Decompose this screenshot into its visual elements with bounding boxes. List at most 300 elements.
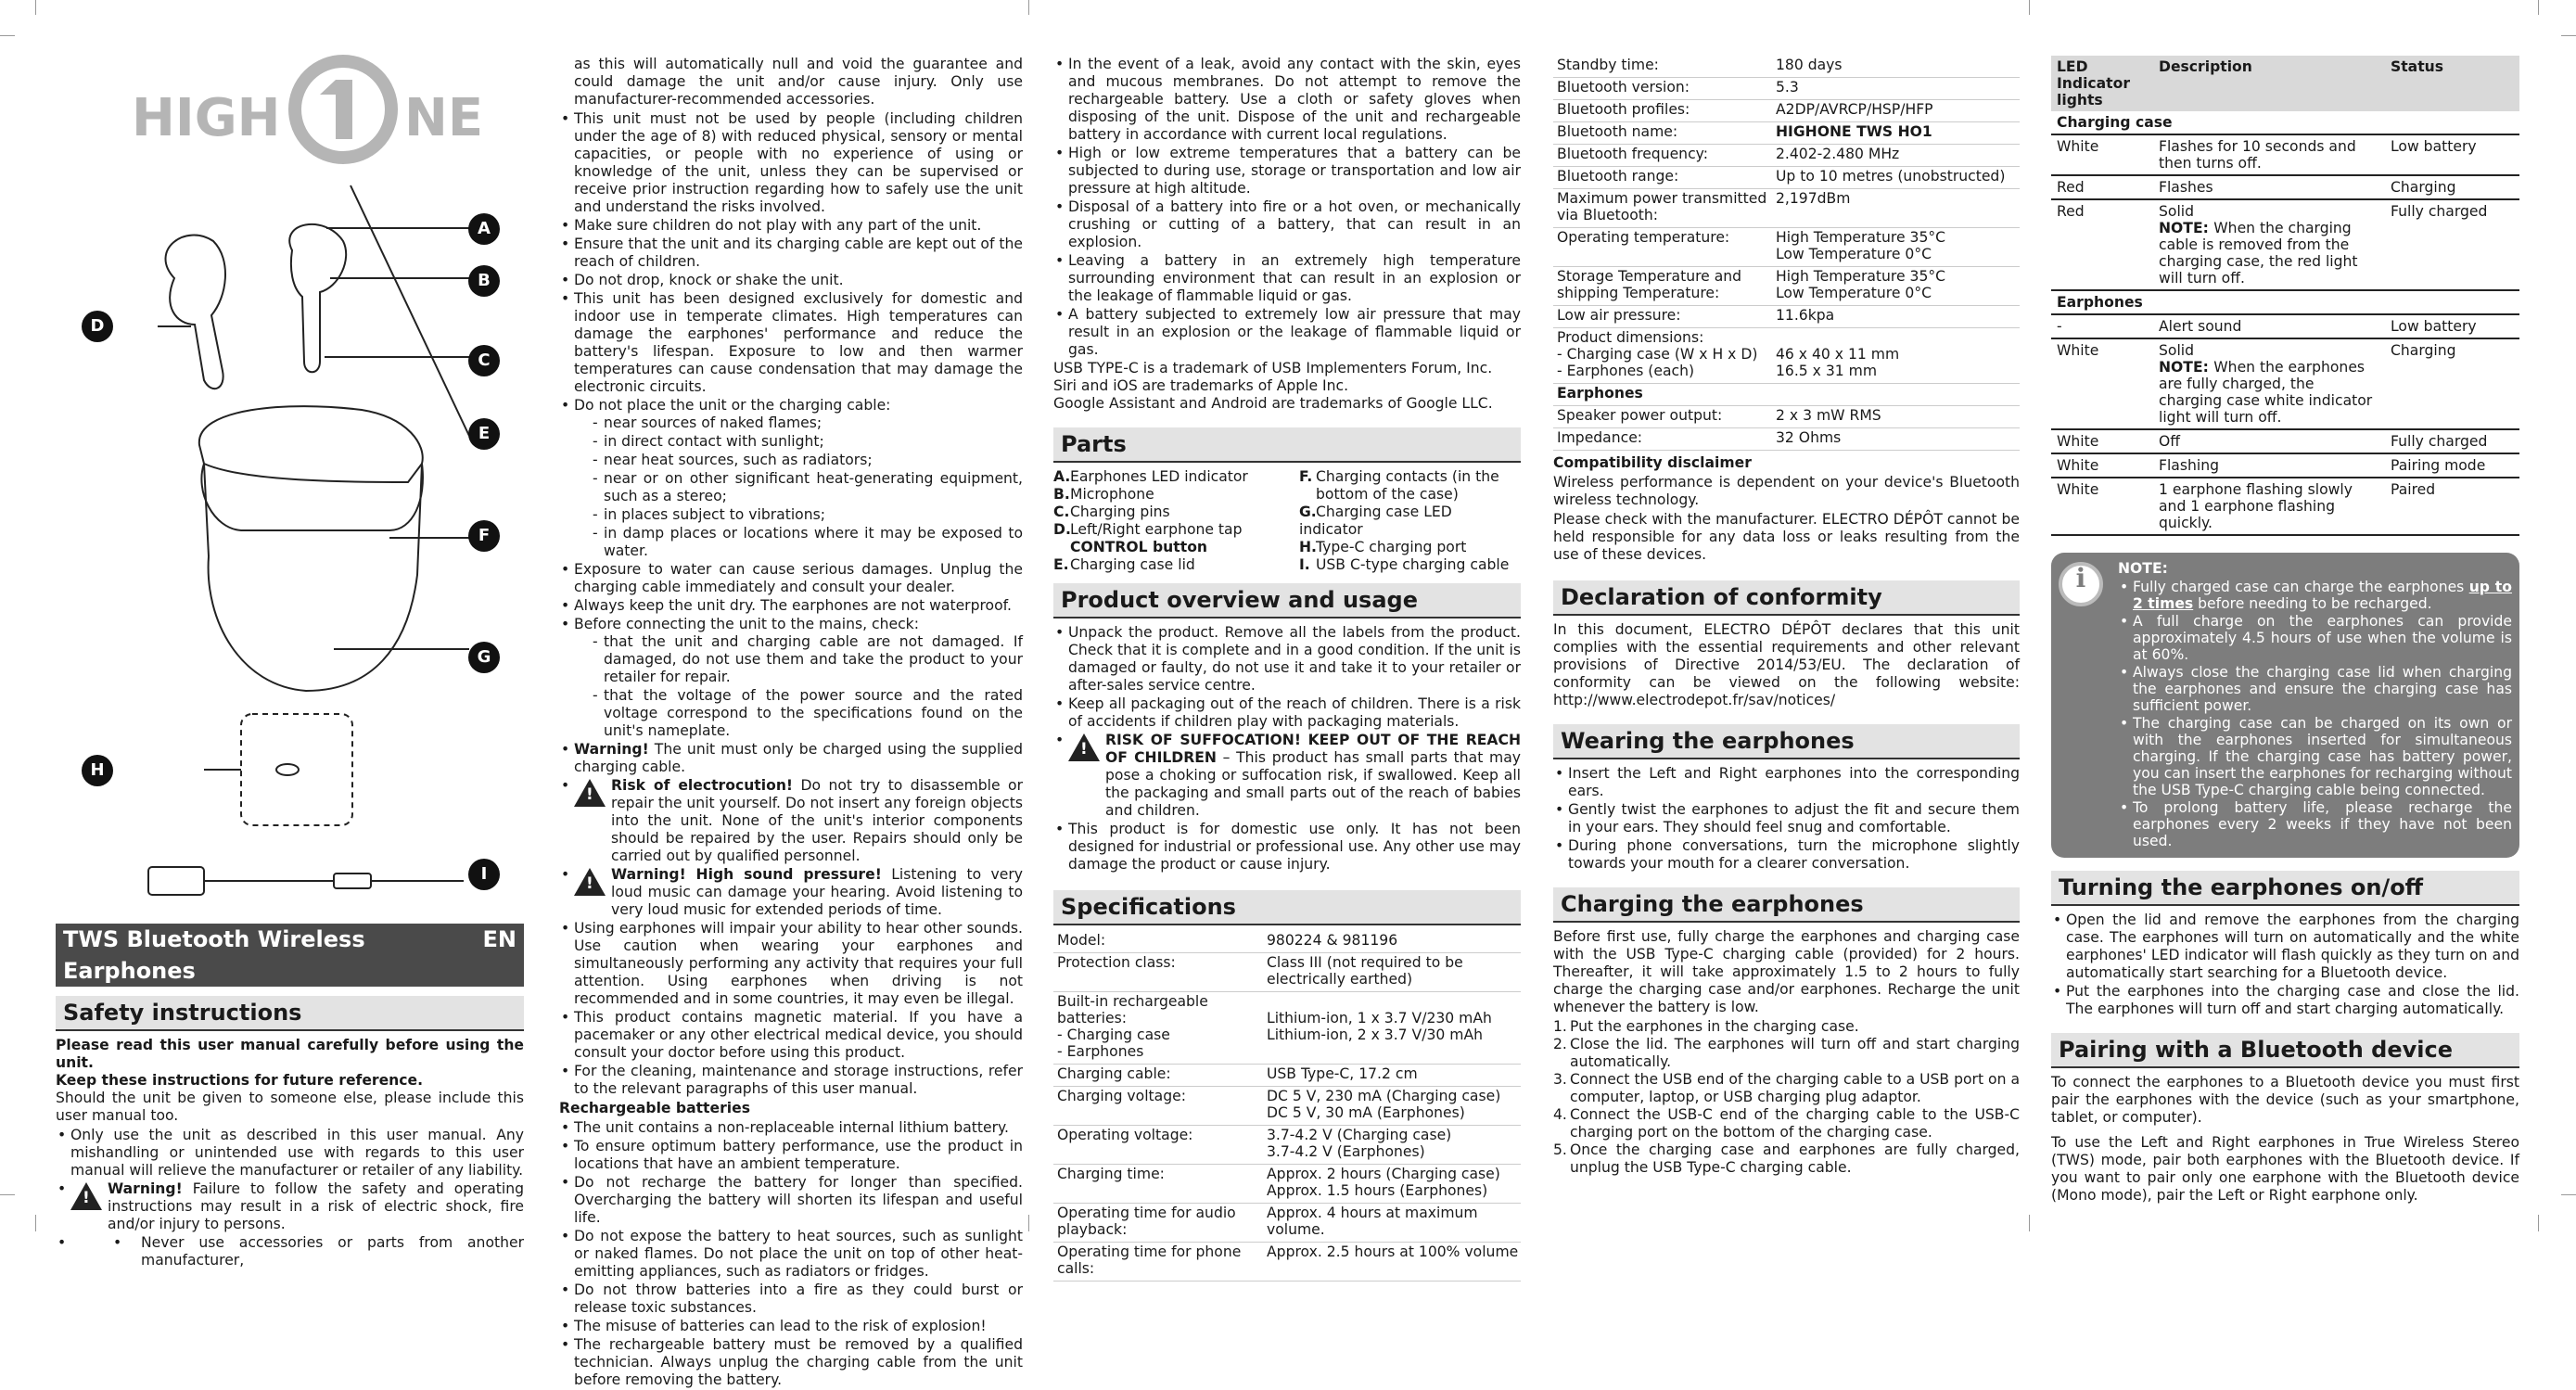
note-label: NOTE:	[2159, 359, 2214, 376]
led-description	[2153, 134, 2385, 175]
part-label: USB C-type charging cable	[1316, 556, 1510, 573]
part-item	[1299, 468, 1517, 486]
sub-item: - near sources of naked flames;	[589, 414, 1023, 432]
crop-mark	[2538, 1215, 2539, 1231]
list-item: • Do not recharge the battery for longer than specified. Overcharging the battery will shorten its lifespan and useful life.	[559, 1174, 1023, 1227]
spec-key: Charging voltage:	[1057, 1088, 1186, 1104]
sub-item: - in places subject to vibrations;	[589, 506, 1023, 524]
charging-heading: Charging the earphones	[1553, 887, 2020, 923]
step-text: Connect the USB-C end of the charging cable to the USB-C charging port on the bottom of the charging case.	[1570, 1106, 2020, 1141]
list-item	[559, 777, 1023, 865]
paragraph: To connect the earphones to a Bluetooth device you must first pair the earphones with the device (such as your smartphone, tablet, or computer).	[2051, 1074, 2519, 1126]
spec-key: Built-in rechargeable batteries: - Charging case - Earphones	[1057, 993, 1208, 1060]
spec-value: 2,197dBm	[1776, 190, 1851, 207]
trademark: USB TYPE-C is a trademark of USB Implementers Forum, Inc.	[1053, 360, 1493, 376]
wearing-heading: Wearing the earphones	[1553, 724, 2020, 759]
spec-row	[1553, 428, 2020, 451]
diagram-label-i: I	[468, 859, 500, 890]
spec-row	[1553, 189, 2020, 228]
list-item: • During phone conversations, turn the microphone slightly towards your mouth for a clearer conversation.	[1553, 837, 2020, 873]
column-3	[1053, 56, 1521, 1282]
part-letter: H.	[1299, 539, 1317, 555]
led-section: Charging case	[2051, 111, 2519, 134]
info-icon	[2059, 562, 2103, 606]
led-desc-text: Flashes	[2159, 179, 2213, 196]
sub-item: - in direct contact with sunlight;	[589, 433, 1023, 451]
crop-mark	[2538, 0, 2539, 15]
paragraph: To use the Left and Right earphones in True Wireless Stereo (TWS) mode, pair both earphones with the Bluetooth device. If you want to pair only one earphone with the Bluetooth device (Mono mode), pair the Left or Right earphone only.	[2051, 1134, 2519, 1204]
spec-value: 2.402-2.480 MHz	[1776, 146, 1900, 162]
spec-key: Operating temperature:	[1557, 229, 1730, 246]
spec-row	[1553, 145, 2020, 167]
spec-value: A2DP/AVRCP/HSP/HFP	[1776, 101, 1933, 118]
led-header-row	[2051, 56, 2519, 111]
step-text: Close the lid. The earphones will turn off and start charging automatically.	[1570, 1036, 2020, 1070]
part-letter: B.	[1053, 486, 1070, 503]
led-header: Description	[2153, 56, 2385, 111]
led-section-row	[2051, 290, 2519, 314]
spec-row	[1553, 167, 2020, 189]
led-row	[2051, 453, 2519, 478]
led-desc-text: Flashes for 10 seconds and then turns off.	[2159, 138, 2356, 172]
spec-row	[1553, 406, 2020, 428]
part-item	[1299, 486, 1517, 504]
list-item: • This product contains magnetic material. If you have a pacemaker or any other electrical medical device, you should consult your doctor before using this product.	[559, 1009, 1023, 1062]
spec-key: Storage Temperature and shipping Temperature:	[1557, 268, 1742, 301]
list-item: • Unpack the product. Remove all the labels from the product. Check that it is complete and in a good condition. If the unit is damaged or faulty, do not use it and take it to your retailer or after-sales service centre.	[1053, 624, 1521, 695]
led-description	[2153, 175, 2385, 199]
crop-mark	[35, 1215, 36, 1231]
brand-logo	[130, 52, 538, 163]
charging-steps	[1553, 1018, 2020, 1177]
warning-label: Warning! High sound pressure!	[611, 866, 882, 883]
list-item	[559, 866, 1023, 919]
list-item	[1553, 1141, 2020, 1177]
spec-row	[1053, 1087, 1521, 1126]
list-item: • To ensure optimum battery performance, use the product in locations that have an ambient temperature.	[559, 1138, 1023, 1173]
spec-key: Bluetooth name:	[1557, 123, 1678, 140]
part-item	[1053, 468, 1299, 486]
spec-value: DC 5 V, 230 mA (Charging case) DC 5 V, 30 mA (Earphones)	[1267, 1088, 1501, 1121]
spec-row	[1053, 1065, 1521, 1087]
warning-label: Risk of electrocution!	[611, 777, 794, 794]
paragraph: Please check with the manufacturer. ELECTRO DÉPÔT cannot be held responsible for any data loss or leaks resulting from the use of these devices.	[1553, 511, 2020, 563]
spec-key: Bluetooth version:	[1557, 79, 1690, 96]
spec-value: 5.3	[1776, 79, 1799, 96]
list-item	[559, 616, 1023, 740]
spec-key: Impedance:	[1557, 429, 1643, 446]
spec-key: Speaker power output:	[1557, 407, 1723, 424]
spec-value: 32 Ohms	[1776, 429, 1842, 446]
spec-value: Approx. 2 hours (Charging case) Approx. 1.5 hours (Earphones)	[1267, 1166, 1500, 1199]
step-text: Put the earphones in the charging case.	[1570, 1018, 1859, 1035]
spec-value: Approx. 2.5 hours at 100% volume	[1267, 1243, 1519, 1260]
parts-list	[1053, 468, 1521, 574]
specs-heading: Specifications	[1053, 890, 1521, 925]
sub-item: - near heat sources, such as radiators;	[589, 452, 1023, 469]
led-row	[2051, 478, 2519, 535]
led-color: White	[2051, 429, 2153, 453]
spec-key: Standby time:	[1557, 57, 1659, 73]
led-color: White	[2051, 478, 2153, 535]
spec-row	[1053, 992, 1521, 1065]
safety-heading: Safety instructions	[56, 996, 524, 1031]
led-desc-text: 1 earphone flashing slowly and 1 earphone flashing quickly.	[2159, 481, 2353, 531]
spec-value: 980224 & 981196	[1267, 932, 1398, 949]
spec-row	[1553, 122, 2020, 145]
trademark: Siri and iOS are trademarks of Apple Inc.	[1053, 377, 1349, 394]
led-description	[2153, 199, 2385, 290]
spec-row	[1553, 78, 2020, 100]
spec-key: Operating time for phone calls:	[1057, 1243, 1242, 1277]
sub-item: - in damp places or locations where it may be exposed to water.	[589, 525, 1023, 560]
led-desc-text: Off	[2159, 433, 2181, 450]
list-item: • Do not expose the battery to heat sources, such as sunlight or naked flames. Do not place the unit on top of other heat-emitting appliances, such as radiators or fridges.	[559, 1228, 1023, 1281]
overview-heading: Product overview and usage	[1053, 583, 1521, 618]
led-color: Red	[2051, 199, 2153, 290]
spec-row	[1053, 931, 1521, 953]
led-status: Fully charged	[2385, 199, 2519, 290]
warning-label: Warning!	[108, 1180, 183, 1197]
list-item: • In the event of a leak, avoid any contact with the skin, eyes and mucous membranes. Do not attempt to remove the rechargeable battery. Use a cloth or safety gloves when disposing of the unit. Dispose of the unit and rechargeable battery in accordance with current local regulations.	[1053, 56, 1521, 144]
spec-key: Low air pressure:	[1557, 307, 1681, 324]
list-item: • Open the lid and remove the earphones from the charging case. The earphones will turn on automatically and the white earphones' LED indicator will flash quickly as they turn on and automatically start searching for a Bluetooth device.	[2051, 912, 2519, 982]
spec-row	[1053, 1243, 1521, 1282]
part-label: Charging pins	[1070, 504, 1170, 520]
part-label: Left/Right earphone tap	[1070, 521, 1243, 538]
spec-key: Maximum power transmitted via Bluetooth:	[1557, 190, 1767, 223]
list-item-text: Listening to very loud music can damage your hearing. Avoid listening to very loud music for extended periods of time.	[611, 866, 1023, 918]
list-item: • A battery subjected to extremely low air pressure that may result in an explosion or the leakage of flammable liquid or gas.	[1053, 306, 1521, 359]
doc-title: TWS Bluetooth Wireless Earphones	[63, 926, 365, 984]
list-item: • Do not drop, knock or shake the unit.	[559, 272, 1023, 289]
column-4	[1553, 56, 2020, 1177]
spec-row	[1553, 306, 2020, 328]
column-1	[56, 0, 524, 1269]
diagram-label-g: G	[468, 642, 500, 673]
part-label: Type-C charging port	[1316, 539, 1467, 555]
spec-row	[1053, 1204, 1521, 1243]
part-label: Charging contacts (in the	[1316, 468, 1499, 485]
spec-value: 180 days	[1776, 57, 1843, 73]
spec-value: 2 x 3 mW RMS	[1776, 407, 1881, 424]
note-text: Fully charged case can charge the earphones	[2133, 579, 2469, 595]
diagram-label-e: E	[468, 418, 500, 450]
sub-item-text: Never use accessories or parts from another manufacturer,	[141, 1234, 524, 1269]
spec-key: Product dimensions: - Charging case (W x H x D) - Earphones (each)	[1557, 329, 1758, 379]
spec-key: Protection class:	[1057, 954, 1176, 971]
step-number: 1.	[1553, 1018, 1567, 1035]
spec-row	[1553, 384, 2020, 406]
subheading: Rechargeable batteries	[559, 1100, 750, 1116]
list-item	[1553, 1106, 2020, 1141]
spec-value: Class III (not required to be electrically earthed)	[1267, 954, 1463, 988]
list-item: • Exposure to water can cause serious damages. Unplug the charging cable immediately and consult your dealer.	[559, 561, 1023, 596]
part-item	[1053, 504, 1299, 521]
led-status: Low battery	[2385, 314, 2519, 338]
pairing-heading: Pairing with a Bluetooth device	[2051, 1033, 2519, 1068]
note-heading: NOTE:	[2118, 560, 2168, 577]
part-letter: G.	[1299, 504, 1317, 520]
list-item: • Put the earphones into the charging case and close the lid. The earphones will turn off and start charging automatically.	[2051, 983, 2519, 1018]
spec-key: Bluetooth frequency:	[1557, 146, 1708, 162]
note-item: • A full charge on the earphones can provide approximately 4.5 hours of use when the volume is at 60%.	[2118, 613, 2512, 663]
spec-value: Lithium-ion, 1 x 3.7 V/230 mAh Lithium-ion, 2 x 3.7 V/30 mAh	[1267, 1010, 1492, 1043]
spec-key: Operating time for audio playback:	[1057, 1205, 1236, 1238]
list-item: • The unit contains a non-replaceable internal lithium battery.	[559, 1119, 1023, 1137]
led-status: Low battery	[2385, 134, 2519, 175]
led-color: -	[2051, 314, 2153, 338]
list-item-text: Before connecting the unit to the mains, check:	[574, 616, 919, 632]
crop-mark	[1028, 0, 1029, 15]
led-row	[2051, 134, 2519, 175]
svg-text:NE: NE	[404, 88, 484, 148]
warning-label: Warning!	[574, 741, 649, 758]
product-illustration	[56, 185, 524, 1020]
sub-item: - that the unit and charging cable are not damaged. If damaged, do not use them and take the product to your retailer for repair.	[589, 633, 1023, 686]
parts-right	[1299, 468, 1517, 574]
spec-value: 3.7-4.2 V (Charging case) 3.7-4.2 V (Earphones)	[1267, 1127, 1452, 1160]
warning-text: Failure to follow the safety and operating instructions may result in a risk of electric shock, fire and/or injury to persons.	[108, 1180, 524, 1232]
safety-intro: Should the unit be given to someone else, please include this user manual too.	[56, 1090, 524, 1124]
note-item	[2118, 579, 2512, 612]
spec-key: Operating voltage:	[1057, 1127, 1193, 1143]
spec-value: HIGHONE TWS HO1	[1776, 123, 1932, 140]
part-item	[1299, 556, 1517, 574]
list-item	[1553, 1018, 2020, 1036]
part-item	[1053, 521, 1299, 539]
led-status: Charging	[2385, 338, 2519, 429]
led-status: Fully charged	[2385, 429, 2519, 453]
part-label: bottom of the case)	[1316, 486, 1459, 503]
crop-mark	[1028, 1215, 1029, 1231]
list-item: • The rechargeable battery must be removed by a qualified technician. Always unplug the charging cable from the unit before removing the battery.	[559, 1336, 1023, 1389]
diagram-label-b: B	[468, 265, 500, 297]
diagram-label-c: C	[468, 345, 500, 376]
column-5	[2051, 56, 2519, 1206]
part-letter: C.	[1053, 504, 1070, 520]
spec-row	[1553, 56, 2020, 78]
led-status: Paired	[2385, 478, 2519, 535]
crop-mark	[2029, 1215, 2030, 1231]
diagram-label-f: F	[468, 520, 500, 552]
step-number: 4.	[1553, 1106, 1567, 1123]
led-status: Pairing mode	[2385, 453, 2519, 478]
list-item: • This product is for domestic use only. It has not been designed for industrial or professional use. Any other use may damage the product or cause injury.	[1053, 821, 1521, 874]
spec-row	[1553, 267, 2020, 306]
warning-label: RISK OF SUFFOCATION! KEEP OUT OF THE REACH OF CHILDREN	[1105, 732, 1521, 766]
part-label: CONTROL button	[1070, 539, 1208, 555]
list-item: • This unit must not be used by people (including children under the age of 8) with reduced physical, sensory or mental capacities, or people with no experience of using or knowledge of the unit, unless they can be supervised or receive prior instruction regarding how to safely use the unit and understand the risks involved.	[559, 110, 1023, 216]
note-text: before needing to be recharged.	[2193, 595, 2432, 612]
parts-heading: Parts	[1053, 427, 1521, 463]
led-row	[2051, 314, 2519, 338]
led-description	[2153, 478, 2385, 535]
part-item	[1299, 539, 1517, 556]
led-header: LED Indicator lights	[2051, 56, 2153, 111]
step-number: 3.	[1553, 1071, 1567, 1088]
part-label: Charging case lid	[1070, 556, 1195, 573]
spec-key: Charging time:	[1057, 1166, 1165, 1182]
spec-value: Up to 10 metres (unobstructed)	[1776, 168, 2006, 185]
led-color: Red	[2051, 175, 2153, 199]
led-note: When the charging cable is removed from the charging case, the red light will turn off.	[2159, 220, 2358, 287]
paragraph: as this will automatically null and void the guarantee and could damage the unit and/or cause injury. Only use manufacturer-recommended accessories.	[574, 56, 1023, 108]
conformity-heading: Declaration of conformity	[1553, 580, 2020, 616]
list-item: • Always keep the unit dry. The earphones are not waterproof.	[559, 597, 1023, 615]
step-text: Connect the USB end of the charging cable to a USB port on a computer, laptop, or USB charging plug adaptor.	[1570, 1071, 2020, 1105]
part-item	[1299, 504, 1517, 539]
led-color: White	[2051, 453, 2153, 478]
part-item	[1053, 556, 1299, 574]
crop-mark	[35, 0, 36, 15]
spec-value: High Temperature 35°C Low Temperature 0°C	[1776, 229, 1946, 262]
led-desc-text: Flashing	[2159, 457, 2219, 474]
led-description	[2153, 429, 2385, 453]
crop-mark	[2561, 35, 2576, 36]
list-item: • • Never use accessories or parts from another manufacturer,	[56, 1234, 524, 1269]
led-description	[2153, 314, 2385, 338]
step-number: 2.	[1553, 1036, 1567, 1052]
spec-row	[1553, 328, 2020, 384]
trademark: Google Assistant and Android are trademarks of Google LLC.	[1053, 395, 1493, 412]
crop-mark	[2029, 0, 2030, 15]
spec-key: Charging cable:	[1057, 1065, 1171, 1082]
list-item: • For the cleaning, maintenance and storage instructions, refer to the relevant paragraphs of this user manual.	[559, 1063, 1023, 1098]
list-item	[1053, 732, 1521, 820]
note-item: • Always close the charging case lid when charging the earphones and ensure the charging case has sufficient power.	[2118, 664, 2512, 714]
paragraph: Before first use, fully charge the earphones and charging case with the USB Type-C charging cable (provided) for 2 hours. Thereafter, it will take approximately 1.5 to 2 hours to fully charge the charging case and/or earphones. Recharge the unit whenever the battery is low.	[1553, 928, 2020, 1015]
led-row	[2051, 199, 2519, 290]
part-letter: I.	[1299, 556, 1310, 573]
led-row	[2051, 338, 2519, 429]
sub-item: - near or on other significant heat-generating equipment, such as a stereo;	[589, 470, 1023, 505]
list-item: • Gently twist the earphones to adjust the fit and secure them in your ears. They should feel snug and comfortable.	[1553, 801, 2020, 836]
spec-value: High Temperature 35°C Low Temperature 0°C	[1776, 268, 1946, 301]
safety-intro-bold: Please read this user manual carefully before using the unit.	[56, 1037, 524, 1071]
list-item: • Disposal of a battery into fire or a hot oven, or mechanically crushing or cutting of a battery, that can result in an explosion.	[1053, 198, 1521, 251]
part-item	[1053, 486, 1299, 504]
spec-key: Bluetooth range:	[1557, 168, 1679, 185]
spec-value: 11.6kpa	[1776, 307, 1835, 324]
paragraph: Wireless performance is dependent on your device's Bluetooth wireless technology.	[1553, 474, 2020, 508]
spec-value	[1776, 384, 2020, 406]
list-item	[559, 397, 1023, 560]
led-row	[2051, 429, 2519, 453]
list-item: • High or low extreme temperatures that a battery can be subjected to during use, storage or transportation and low air pressure at high altitude.	[1053, 145, 1521, 198]
list-item: • Using earphones will impair your ability to hear other sounds. Use caution when wearing your earphones and simultaneously performing any activity that requires your full attention. Using earphones when driving is not recommended and in some countries, it may even be illegal.	[559, 920, 1023, 1008]
note-item: • To prolong battery life, please recharge the earphones every 2 weeks if they have not been used.	[2118, 799, 2512, 849]
part-label: Charging case LED indicator	[1299, 504, 1452, 538]
led-row	[2051, 175, 2519, 199]
step-text: Once the charging case and earphones are fully charged, unplug the USB Type-C charging cable.	[1570, 1141, 2020, 1176]
part-label: Microphone	[1070, 486, 1154, 503]
part-item	[1053, 539, 1299, 556]
spec-row	[1053, 1126, 1521, 1165]
spec-value: Approx. 4 hours at maximum volume.	[1267, 1205, 1478, 1238]
part-letter: D.	[1053, 521, 1071, 538]
list-item: • Keep all packaging out of the reach of children. There is a risk of accidents if children play with packaging materials.	[1053, 695, 1521, 731]
led-note: When the earphones are fully charged, the charging case white indicator light will turn off.	[2159, 359, 2373, 426]
spec-key: Earphones	[1557, 385, 1643, 402]
subheading: Compatibility disclaimer	[1553, 454, 1752, 471]
list-item: • This unit has been designed exclusively for domestic and indoor use in temperate climates. High temperatures can damage the earphones' performance and reduce the battery's lifespan. Exposure to low and then warmer temperatures can cause condensation that may damage the electronic circuits.	[559, 290, 1023, 396]
crop-mark	[0, 1194, 15, 1195]
crop-mark	[2561, 1194, 2576, 1195]
part-letter: E.	[1053, 556, 1069, 573]
led-section: Earphones	[2051, 290, 2519, 314]
list-item: • Only use the unit as described in this user manual. Any mishandling or unintended use with regards to this user manual will relieve the manufacturer or retailer of any liability.	[56, 1127, 524, 1180]
part-label: Earphones LED indicator	[1070, 468, 1248, 485]
list-item: • Do not throw batteries into a fire as they could burst or release toxic substances.	[559, 1282, 1023, 1317]
spec-row	[1553, 100, 2020, 122]
note-label: NOTE:	[2159, 220, 2214, 236]
led-desc-text: Alert sound	[2159, 318, 2242, 335]
spec-row	[1053, 953, 1521, 992]
note-item: • The charging case can be charged on its own or with the earphones inserted for simultaneous charging. If the charging case has battery power, you can insert the earphones for recharging without the USB Type-C charging cable being connected.	[2118, 715, 2512, 798]
led-description	[2153, 453, 2385, 478]
onoff-heading: Turning the earphones on/off	[2051, 871, 2519, 906]
diagram-label-a: A	[468, 213, 500, 245]
spec-row	[1053, 1165, 1521, 1204]
led-desc-text: Solid	[2159, 342, 2195, 359]
specs-table	[1053, 931, 1521, 1282]
led-color: White	[2051, 338, 2153, 429]
parts-left	[1053, 468, 1299, 574]
list-item: • The misuse of batteries can lead to the risk of explosion!	[559, 1318, 1023, 1335]
spec-row	[1553, 228, 2020, 267]
list-item: • Ensure that the unit and its charging cable are kept out of the reach of children.	[559, 236, 1023, 271]
led-description	[2153, 338, 2385, 429]
list-item: • Insert the Left and Right earphones into the corresponding ears.	[1553, 765, 2020, 800]
list-item	[559, 741, 1023, 776]
step-number: 5.	[1553, 1141, 1567, 1158]
led-section-row	[2051, 111, 2519, 134]
list-item-text: Do not try to disassemble or repair the unit yourself. Do not insert any foreign objects into the unit. None of the unit's interior components should be repaired by the user. Repairs should only be carried out by qualified personnel.	[611, 777, 1023, 864]
column-2	[559, 56, 1023, 1390]
part-letter: F.	[1299, 468, 1313, 485]
sub-item: - that the voltage of the power source and the rated voltage correspond to the specifications found on the unit's nameplate.	[589, 687, 1023, 740]
title-bar	[56, 924, 524, 987]
list-item	[1553, 1036, 2020, 1071]
spec-value: 46 x 40 x 11 mm 16.5 x 31 mm	[1776, 346, 1900, 379]
part-letter: A.	[1053, 468, 1071, 485]
paragraph: In this document, ELECTRO DÉPÔT declares that this unit complies with the essential requirements and other relevant provisions of Directive 2014/53/EU. The declaration of conformity can be viewed on the following website: http://www.electrodepot.fr/sav/notices/	[1553, 621, 2020, 708]
list-item-text: – This product has small parts that may pose a choking or suffocation risk, if swallowed. Keep all the packaging and small parts out of the reach of babies and children.	[1105, 749, 1521, 819]
led-header: Status	[2385, 56, 2519, 111]
led-desc-text: Solid	[2159, 203, 2195, 220]
list-item: • Leaving a battery in an extremely high temperature surrounding environment that can result in an explosion or the leakage of flammable liquid or gas.	[1053, 252, 1521, 305]
spec-key: Bluetooth profiles:	[1557, 101, 1690, 118]
led-table	[2051, 56, 2519, 536]
diagram-label-d: D	[82, 311, 113, 342]
safety-intro-bold: Keep these instructions for future reference.	[56, 1072, 424, 1089]
lang-code: EN	[482, 926, 516, 952]
note-box	[2051, 553, 2519, 858]
list-item	[56, 1180, 524, 1233]
spec-value: USB Type-C, 17.2 cm	[1267, 1065, 1418, 1082]
list-item	[1553, 1071, 2020, 1106]
specs-table-continued	[1553, 56, 2020, 451]
list-item-text: The unit must only be charged using the supplied charging cable.	[574, 741, 1023, 775]
led-status: Charging	[2385, 175, 2519, 199]
led-color: White	[2051, 134, 2153, 175]
svg-text:HIGH: HIGH	[132, 88, 281, 148]
note-emphasis: up to 2 times	[2133, 579, 2512, 612]
spec-key: Model:	[1057, 932, 1106, 949]
list-item: • Make sure children do not play with any part of the unit.	[559, 217, 1023, 235]
list-item-text: Do not place the unit or the charging cable:	[574, 397, 891, 414]
